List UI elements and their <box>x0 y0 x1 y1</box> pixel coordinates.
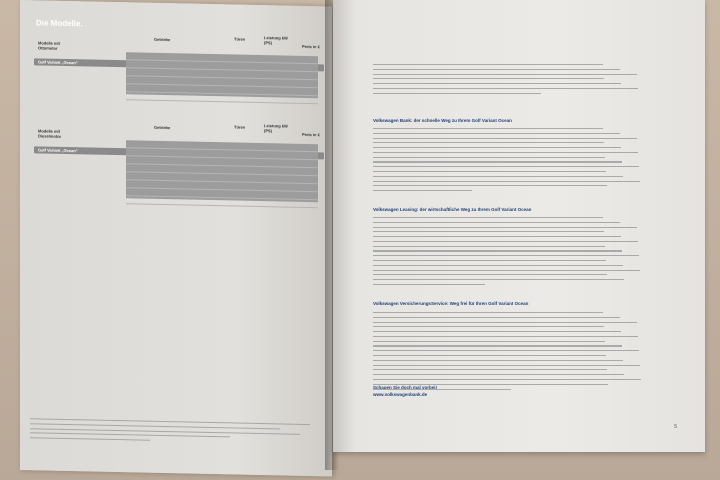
text-line <box>373 88 638 89</box>
text-line <box>373 284 485 285</box>
column-header-price: Preis in € <box>302 131 320 138</box>
text-line <box>373 74 637 75</box>
text-line <box>373 181 640 182</box>
column-header-gearbox: Getriebe <box>154 36 171 43</box>
text-line <box>373 64 603 65</box>
text-line <box>373 374 624 375</box>
text-line <box>373 270 640 271</box>
section-heading-insurance: Volkswagen VersicherungsService: Weg frei für Ihren Golf Variant Ocean <box>373 301 529 306</box>
text-line <box>373 69 620 70</box>
text-line <box>373 152 638 153</box>
column-header-model: Modelle mit Ottomotor <box>38 40 61 51</box>
section-body-insurance <box>373 312 653 393</box>
text-line <box>373 78 604 79</box>
closing-line: Schauen Sie doch mal vorbei! <box>373 385 438 390</box>
text-line <box>373 350 639 351</box>
column-header-doors: Türen <box>234 124 246 130</box>
text-line <box>373 147 621 148</box>
column-header-model: Modelle mit Dieselmotor <box>38 128 62 139</box>
text-line <box>373 312 603 313</box>
text-line <box>373 171 606 172</box>
text-line <box>373 255 639 256</box>
text-line <box>373 326 604 327</box>
text-line <box>373 360 623 361</box>
text-line <box>373 236 621 237</box>
text-line <box>373 231 604 232</box>
section-heading-bank: Volkswagen Bank: der schnelle Weg zu Ihrem Golf Variant Ocean <box>373 118 512 123</box>
text-line <box>373 161 622 162</box>
text-line <box>373 260 606 261</box>
text-line <box>373 331 621 332</box>
text-line <box>373 379 641 380</box>
text-line <box>373 157 605 158</box>
table-rows <box>126 140 318 202</box>
text-line <box>373 369 607 370</box>
left-brochure-page <box>20 0 332 477</box>
text-line <box>373 241 638 242</box>
closing-call-to-action <box>373 384 437 398</box>
text-line <box>373 176 623 177</box>
text-line <box>373 355 606 356</box>
text-line <box>373 365 640 366</box>
column-header-price: Preis in € <box>302 43 320 50</box>
text-line <box>373 322 637 323</box>
text-line <box>373 246 605 247</box>
column-header-gearbox: Getriebe <box>154 124 171 131</box>
text-line <box>373 138 637 139</box>
petrol-models-table <box>34 30 324 66</box>
website-link: www.volkswagenbank.de <box>373 392 428 397</box>
text-line <box>373 279 624 280</box>
intro-paragraph <box>373 64 653 97</box>
text-line <box>373 317 620 318</box>
column-header-power: Leistung kW (PS) <box>264 35 288 46</box>
text-line <box>373 142 604 143</box>
text-line <box>373 166 639 167</box>
section-body-leasing <box>373 217 653 289</box>
text-line <box>373 227 637 228</box>
model-name: Golf Variant „Ocean“ <box>38 59 78 66</box>
table-rows <box>126 52 318 98</box>
diesel-models-table <box>34 118 324 154</box>
text-line <box>373 83 621 84</box>
text-line <box>373 190 472 191</box>
text-line <box>373 128 603 129</box>
model-name: Golf Variant „Ocean“ <box>38 147 78 154</box>
page-title: Die Modelle. <box>36 18 83 29</box>
text-line <box>373 336 638 337</box>
text-line <box>373 217 603 218</box>
section-heading-leasing: Volkswagen Leasing: der wirtschaftliche Weg zu Ihrem Golf Variant Ocean <box>373 207 532 212</box>
text-line <box>373 274 607 275</box>
section-body-bank <box>373 128 653 195</box>
text-line <box>373 341 605 342</box>
footnote-block <box>30 418 320 448</box>
page-number: 5 <box>674 424 677 430</box>
text-line <box>373 345 622 346</box>
text-line <box>373 93 541 94</box>
column-header-power: Leistung kW (PS) <box>264 123 288 134</box>
text-line <box>373 250 622 251</box>
text-line <box>373 185 607 186</box>
text-line <box>373 222 620 223</box>
text-line <box>373 265 623 266</box>
column-header-doors: Türen <box>234 36 246 42</box>
right-brochure-page <box>333 0 705 452</box>
text-line <box>373 133 620 134</box>
